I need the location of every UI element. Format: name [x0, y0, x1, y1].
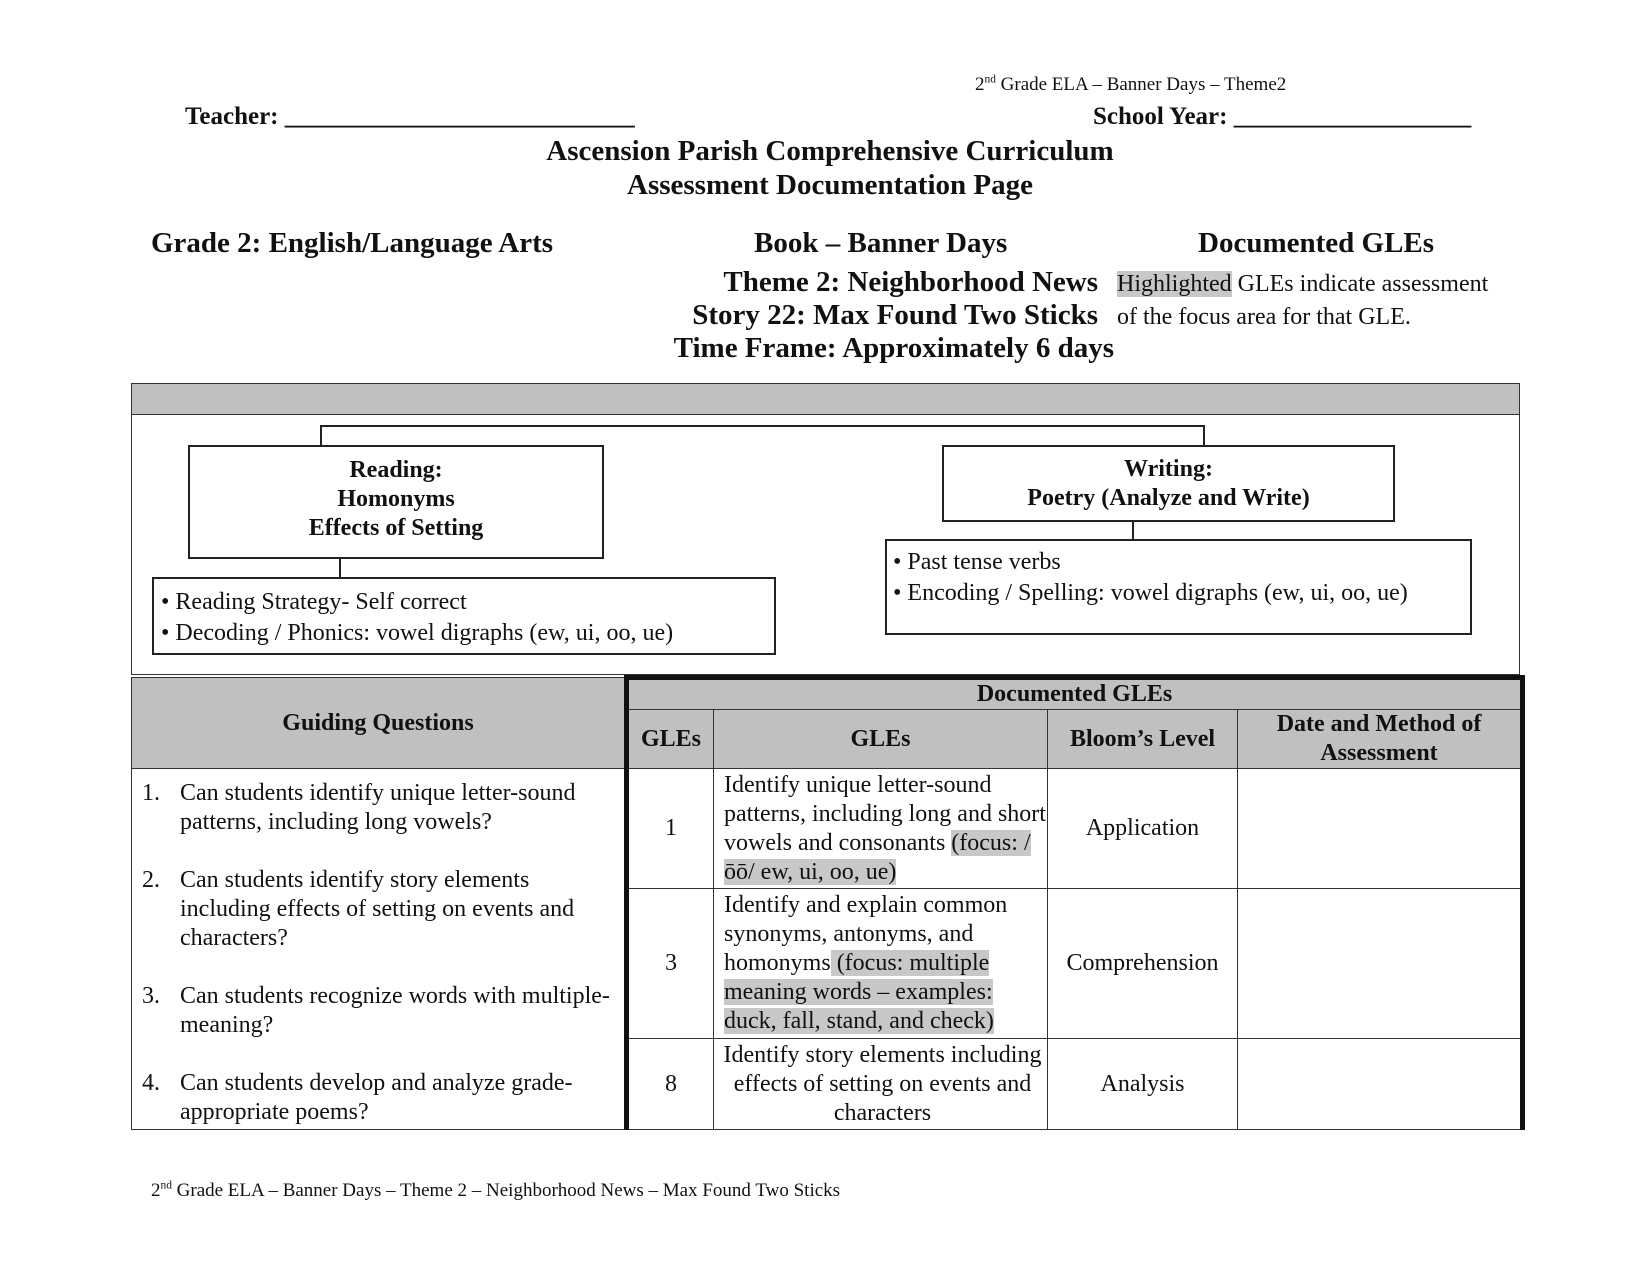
- writing-bullet-1: • Past tense verbs: [893, 549, 1061, 575]
- highlight-note: [1117, 268, 1488, 334]
- page-title: [340, 134, 1320, 202]
- connector-reading-to-bullets: [339, 558, 341, 578]
- gle-description: Identify story elements including effects of setting on events and characters: [714, 1039, 1048, 1130]
- title-line-2: Assessment Documentation Page: [627, 169, 1033, 201]
- note-text-1: GLEs indicate assessment: [1231, 271, 1489, 297]
- concept-diagram: [131, 383, 1520, 675]
- col-gles-number: GLEs: [627, 710, 714, 769]
- time-frame-label: Time Frame: Approximately 6 days: [673, 332, 1114, 364]
- gle-table: [131, 675, 1525, 1130]
- blooms-level: Application: [1048, 769, 1238, 889]
- gle-description: Identify and explain common synonyms, antonyms, and homonyms (focus: multiple meaning words – examples: duck, fall, stand, and check): [714, 889, 1048, 1039]
- connector-left-vertical: [320, 425, 322, 446]
- list-item: 4. Can students develop and analyze grade-appropriate poems?: [142, 1070, 573, 1125]
- writing-box: [942, 445, 1395, 522]
- reading-bullet-1: • Reading Strategy- Self correct: [161, 589, 467, 615]
- gle-number: 3: [627, 889, 714, 1039]
- running-header: [975, 74, 1286, 96]
- page-footer: [151, 1180, 840, 1202]
- writing-heading-2: Poetry (Analyze and Write): [1027, 485, 1310, 511]
- theme-label: Theme 2: Neighborhood News: [723, 266, 1098, 298]
- writing-bullet-2: • Encoding / Spelling: vowel digraphs (ew, ui, oo, ue): [893, 580, 1408, 606]
- connector-writing-to-bullets: [1132, 520, 1134, 541]
- gle-number: 8: [627, 1039, 714, 1130]
- reading-heading-2: Homonyms: [337, 486, 455, 512]
- running-header-ordinal: nd: [984, 73, 996, 86]
- grade-label: Grade 2: English/Language Arts: [151, 227, 554, 259]
- list-item: 1. Can students identify unique letter-sound patterns, including long vowels?: [142, 780, 576, 835]
- teacher-field[interactable]: Teacher: ____________________________: [185, 103, 635, 130]
- title-line-1: Ascension Parish Comprehensive Curriculum: [546, 135, 1114, 167]
- writing-bullets-box: [885, 539, 1472, 635]
- gle-focus-highlight: (focus: multiple meaning words – examples: duck, fall, stand, and check): [724, 950, 994, 1035]
- gle-focus-highlight: (focus: /ōō/ ew, ui, oo, ue): [724, 829, 1031, 885]
- reading-bullets-box: [152, 577, 776, 655]
- guiding-questions-cell: [132, 769, 627, 1130]
- date-method-cell[interactable]: [1238, 769, 1523, 889]
- documented-gles-header: Documented GLEs: [627, 678, 1523, 710]
- note-text-2: of the focus area for that GLE.: [1117, 304, 1411, 330]
- guiding-questions-header: Guiding Questions: [132, 678, 627, 769]
- connector-top-horizontal: [320, 425, 1205, 427]
- school-year-field[interactable]: School Year: ___________________: [1093, 103, 1472, 130]
- story-info: [673, 266, 1114, 365]
- documented-gles-label: Documented GLEs: [1198, 227, 1435, 259]
- col-blooms-level: Bloom’s Level: [1048, 710, 1238, 769]
- footer-number: 2: [151, 1180, 161, 1201]
- guiding-questions-list: [140, 779, 616, 1127]
- col-gles-text: GLEs: [714, 710, 1048, 769]
- list-item: 2. Can students identify story elements including effects of setting on events and characters?: [142, 867, 575, 951]
- story-label: Story 22: Max Found Two Sticks: [692, 299, 1098, 331]
- reading-heading-1: Reading:: [349, 457, 443, 483]
- highlighted-word: Highlighted: [1117, 271, 1232, 297]
- blooms-level: Analysis: [1048, 1039, 1238, 1130]
- col-date-method: Date and Method of Assessment: [1238, 710, 1523, 769]
- book-label: Book – Banner Days: [754, 227, 1008, 259]
- running-header-text: Grade ELA – Banner Days – Theme2: [995, 74, 1287, 95]
- blooms-level: Comprehension: [1048, 889, 1238, 1039]
- date-method-cell[interactable]: [1238, 1039, 1523, 1130]
- writing-heading-1: Writing:: [1124, 456, 1213, 482]
- footer-ordinal: nd: [160, 1179, 172, 1192]
- footer-text: Grade ELA – Banner Days – Theme 2 – Neighborhood News – Max Found Two Sticks: [171, 1180, 841, 1201]
- reading-heading-3: Effects of Setting: [308, 515, 484, 541]
- diagram-header-band: [132, 384, 1519, 415]
- date-method-cell[interactable]: [1238, 889, 1523, 1039]
- list-item: 3. Can students recognize words with multiple-meaning?: [142, 983, 610, 1038]
- reading-box: [188, 445, 604, 559]
- reading-bullet-2: • Decoding / Phonics: vowel digraphs (ew, ui, oo, ue): [161, 620, 674, 646]
- connector-right-vertical: [1203, 425, 1205, 446]
- gle-number: 1: [627, 769, 714, 889]
- running-header-number: 2: [975, 74, 985, 95]
- table-row: [132, 769, 1523, 889]
- gle-description: Identify unique letter-sound patterns, including long and short vowels and consonants (focus: /ōō/ ew, ui, oo, ue): [714, 769, 1048, 889]
